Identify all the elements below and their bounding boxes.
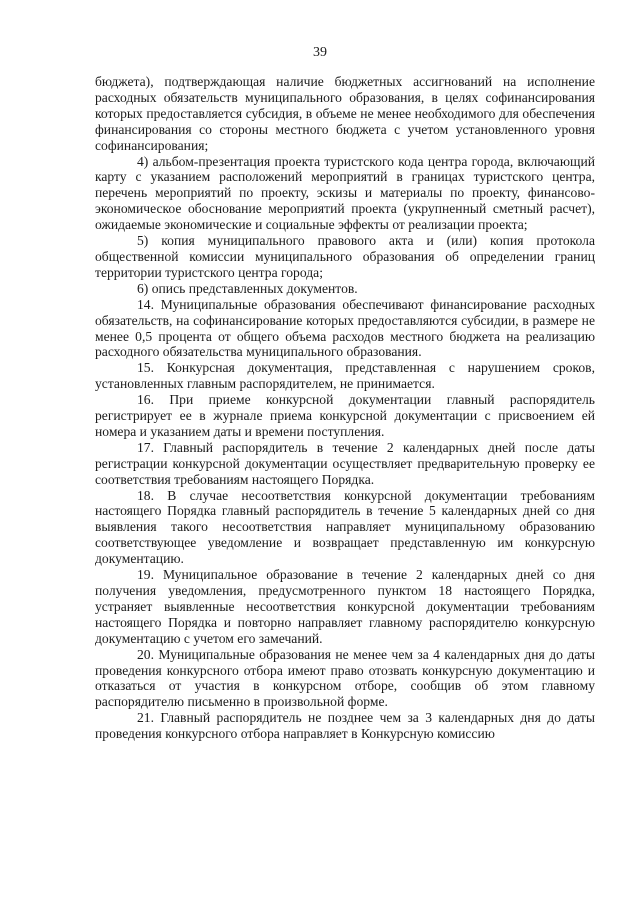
paragraph-clause-15: 15. Конкурсная документация, представленная с нарушением сроков, установленных главным распорядителем, не принимается.	[95, 360, 595, 392]
paragraph-clause-21: 21. Главный распорядитель не позднее чем за 3 календарных дня до даты проведения конкурсного отбора направляет в Конкурсную комиссию	[95, 710, 595, 742]
paragraph-clause-17: 17. Главный распорядитель в течение 2 календарных дней после даты регистрации конкурсной документации осуществляет предварительную проверку ее соответствия требованиям настоящего Порядка.	[95, 439, 595, 487]
paragraph-budget-confirmation: бюджета), подтверждающая наличие бюджетных ассигнований на исполнение расходных обязательств муниципального образования, в целях софинансирования которых предоставляется субсидия, в объеме не менее необходимого для обеспечения финансирования со стороны местного бюджета с учетом установленного уровня софинансирования;	[95, 74, 595, 153]
paragraph-clause-19: 19. Муниципальное образование в течение 2 календарных дней со дня получения уведомления, предусмотренного пунктом 18 настоящего Порядка, устраняет выявленные несоответствия конкурсной документации требованиям настоящего Порядка и повторно направляет главному распорядителю конкурсную документацию с учетом его замечаний.	[95, 567, 595, 646]
paragraph-item-5: 5) копия муниципального правового акта и (или) копия протокола общественной комиссии муниципального образования об определении границ территории туристского центра города;	[95, 233, 595, 280]
paragraph-clause-18: 18. В случае несоответствия конкурсной документации требованиям настоящего Порядка главный распорядитель в течение 5 календарных дней со дня выявления такого несоответствия направляет муниципальному образованию соответствующее уведомление и возвращает представленную им конкурсную документацию.	[95, 487, 595, 567]
paragraph-clause-14: 14. Муниципальные образования обеспечивают финансирование расходных обязательств, на софинансирование которых предоставляются субсидии, в размере не менее 0,5 процента от общего объема расходов местного бюджета на реализацию расходного обязательства муниципального образования.	[95, 296, 595, 360]
paragraph-clause-20: 20. Муниципальные образования не менее чем за 4 календарных дня до даты проведения конкурсного отбора имеют право отозвать конкурсную документацию и отказаться от участия в конкурсном отборе, сообщив об этом главному распорядителю письменно в произвольной форме.	[95, 646, 595, 710]
paragraph-item-4: 4) альбом-презентация проекта туристского кода центра города, включающий карту с указанием расположений мероприятий в границах туристского центра, перечень мероприятий по проекту, эскизы и материалы по проекту, финансово-экономическое обоснование мероприятий проекта (укрупненный сметный расчет), ожидаемые экономические и социальные эффекты от реализации проекта;	[95, 153, 595, 233]
page-number: 39	[313, 45, 327, 60]
paragraph-item-6: 6) опись представленных документов.	[137, 280, 358, 296]
paragraph-clause-16: 16. При приеме конкурсной документации главный распорядитель регистрирует ее в журнале приема конкурсной документации с присвоением ей номера и указанием даты и времени поступления.	[95, 392, 595, 439]
document-body	[95, 74, 595, 742]
